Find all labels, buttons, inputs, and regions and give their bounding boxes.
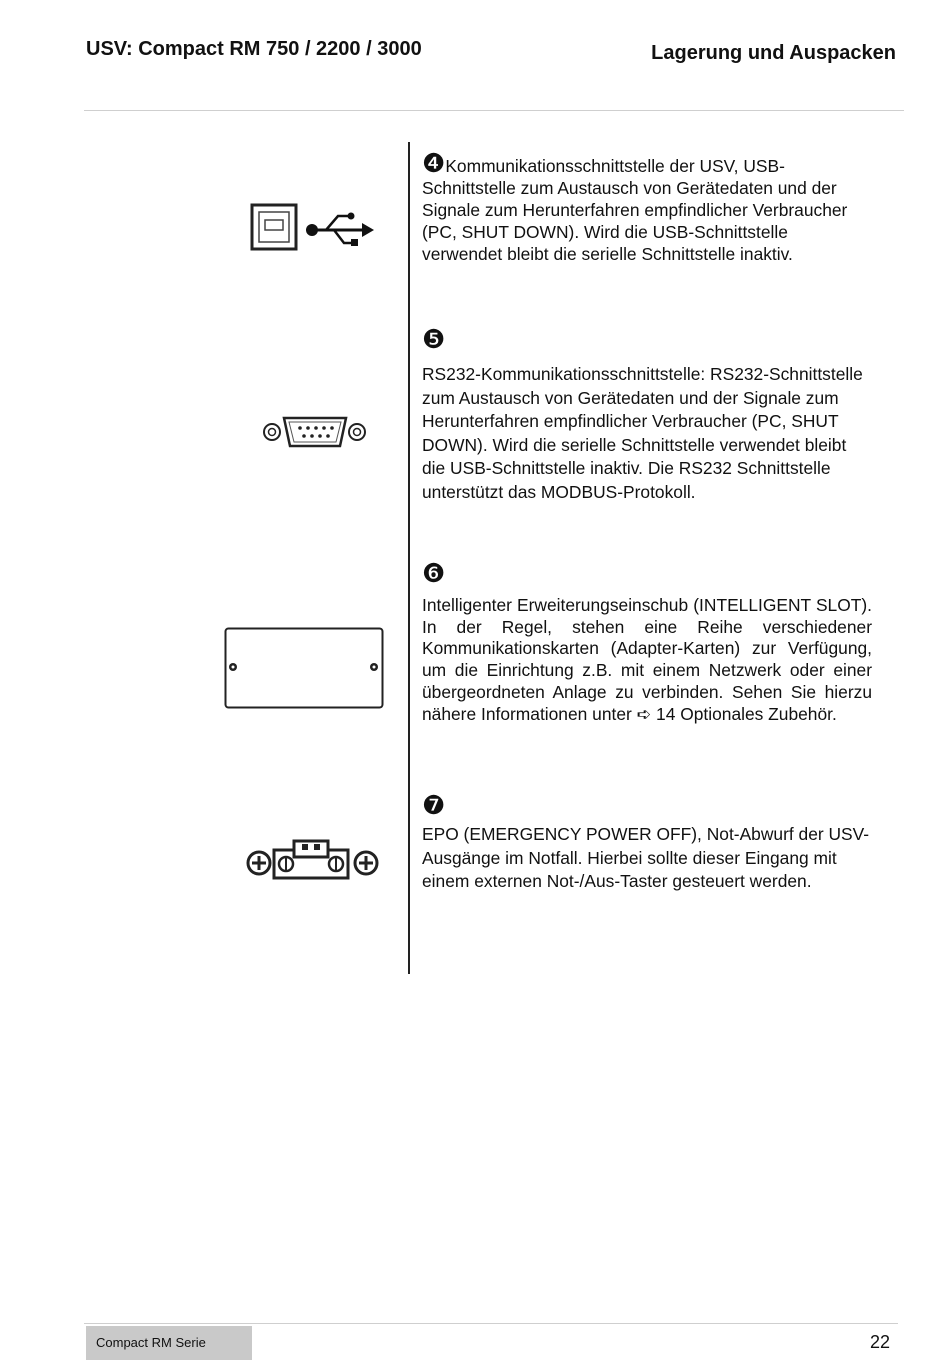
section-title: Lagerung und Auspacken (651, 42, 896, 64)
rs232-port-icon (262, 414, 368, 450)
usb-port-icon (250, 203, 376, 251)
item-number-7: ❼ (422, 790, 446, 820)
item-number-4: ❹ (422, 148, 446, 178)
page-number: 22 (869, 1332, 890, 1352)
epo-terminal-icon (246, 838, 380, 884)
item-4 (422, 150, 872, 265)
footer-series: Compact RM Serie (96, 1335, 206, 1350)
item-6 (422, 560, 872, 725)
item-text-7: EPO (EMERGENCY POWER OFF), Not-Abwurf der USV-Ausgänge im Notfall. Hierbei sollte dieser Eingang mit einem externen Not-/Aus-Taster gesteuert werden. (422, 824, 870, 892)
item-text-5: RS232-Kommunikationsschnittstelle: RS232-Schnittstelle zum Austausch von Gerätedaten und der Signale zum Herunterfahren empfindlicher Verbraucher (PC, SHUT DOWN). Wird die serielle Schnittstelle verwendet bleibt die USB-Schnittstelle inaktiv. Die RS232 Schnittstelle unterstützt das MODBUS-Protokoll. (422, 364, 863, 502)
item-text-6: Intelligenter Erweiterungseinschub (INTELLIGENT SLOT). In der Regel, stehen eine Reihe verschiedener Kommunikationskarten (Adapter-Karten) zur Verfügung, um die Einrichtung z.B. mit einem Netzwerk oder einer übergeordneten Anlage zu verbinden. Sehen Sie hierzu nähere Informationen unter ➪ 14 Optionales Zubehör. (422, 595, 872, 724)
footer-divider (84, 1323, 898, 1324)
item-number-6: ❻ (422, 558, 446, 588)
document-title: USV: Compact RM 750 / 2200 / 3000 (86, 38, 422, 60)
item-number-5: ❺ (422, 324, 446, 354)
item-7 (422, 792, 872, 894)
item-text-4: Kommunikationsschnittstelle der USV, USB-Schnittstelle zum Austausch von Gerätedaten und der Signale zum Herunterfahren empfindlicher Verbraucher (PC, SHUT DOWN). Wird die USB-Schnittstelle verwendet bleibt die serielle Schnittstelle inaktiv. (422, 156, 848, 264)
item-5 (422, 326, 872, 505)
column-divider (408, 142, 410, 974)
intelligent-slot-icon (224, 627, 384, 709)
header-divider (84, 110, 904, 111)
